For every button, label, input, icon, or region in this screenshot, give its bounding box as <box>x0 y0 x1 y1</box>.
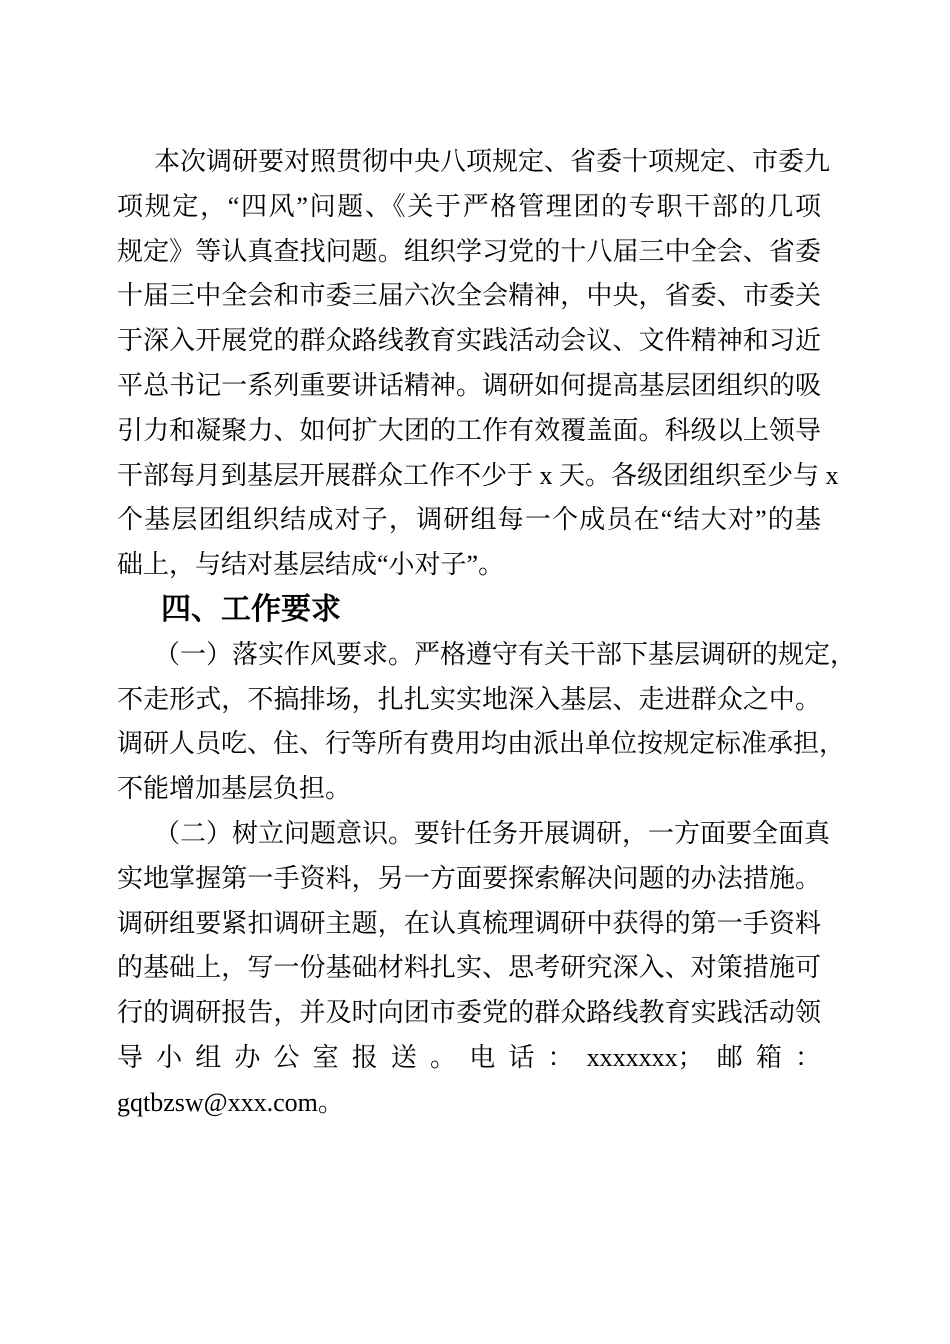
text-line: gqtbzsw@xxx.com。 <box>117 1087 344 1117</box>
text-line: 个基层团组织结成对子，调研组每一个成员在“结大对”的基 <box>117 505 821 535</box>
paragraph-research-scope <box>117 140 839 588</box>
text-line: 平总书记一系列重要讲话精神。调研如何提高基层团组织的吸 <box>117 370 821 400</box>
text-line: 干部每月到基层开展群众工作不少于 x 天。各级团组织至少与 x <box>117 460 839 490</box>
text-line: 行的调研报告，并及时向团市委党的群众路线教育实践活动领 <box>117 998 821 1028</box>
document-content <box>117 140 857 1126</box>
text-line: 引力和凝聚力、如何扩大团的工作有效覆盖面。科级以上领导 <box>117 415 821 445</box>
text-line: （二）树立问题意识。要针任务开展调研，一方面要全面真 <box>154 818 831 848</box>
text-line: 调研组要紧扣调研主题，在认真梳理调研中获得的第一手资料 <box>117 908 821 938</box>
text-line: （一）落实作风要求。严格遵守有关干部下基层调研的规定， <box>154 639 857 669</box>
text-line: 的基础上，写一份基础材料扎实、思考研究深入、对策措施可 <box>117 953 821 983</box>
paragraph-work-style <box>117 633 857 812</box>
text-line: 项规定，“四风”问题、《关于严格管理团的专职干部的几项 <box>117 191 821 221</box>
text-line: 不走形式，不搞排场，扎扎实实地深入基层、走进群众之中。 <box>117 684 821 714</box>
text-line: 础上，与结对基层结成“小对子”。 <box>117 550 505 580</box>
text-line: 于深入开展党的群众路线教育实践活动会议、文件精神和习近 <box>117 326 821 356</box>
text-line: 不能增加基层负担。 <box>117 774 352 804</box>
text-line: 实地掌握第一手资料，另一方面要探索解决问题的办法措施。 <box>117 863 821 893</box>
text-line: 导小组办公室报送。电话：xxxxxxx；邮箱： <box>117 1042 821 1072</box>
text-line: 十届三中全会和市委三届六次全会精神，中央，省委、市委关 <box>117 281 821 311</box>
text-line: 本次调研要对照贯彻中央八项规定、省委十项规定、市委九 <box>154 147 831 176</box>
paragraph-problem-awareness <box>117 812 831 1126</box>
text-line: 调研人员吃、住、行等所有费用均由派出单位按规定标准承担， <box>117 729 846 759</box>
text-line: 规定》等认真查找问题。组织学习党的十八届三中全会、省委 <box>117 236 821 266</box>
section-heading-work-requirements: 四、工作要求 <box>161 592 341 626</box>
